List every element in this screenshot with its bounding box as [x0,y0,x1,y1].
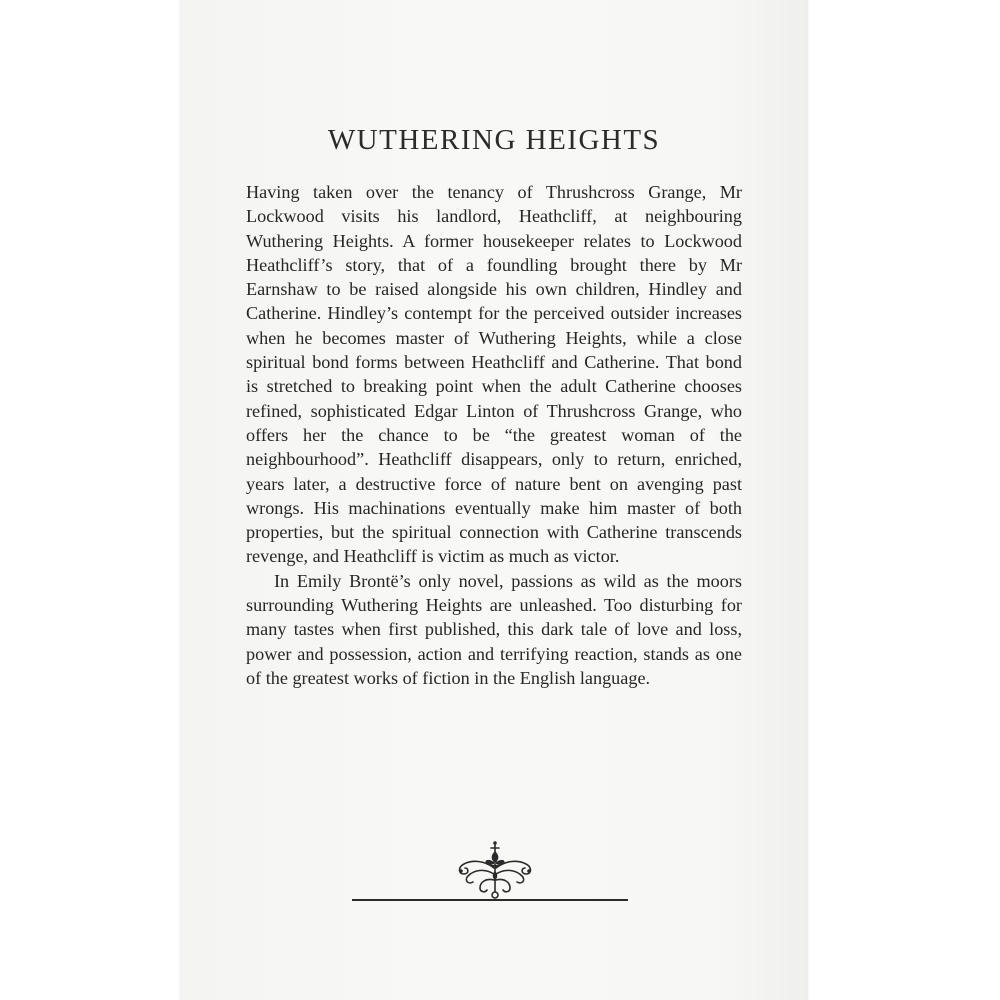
synopsis-paragraph-2: In Emily Brontë’s only novel, passions as wild as the moors surrounding Wuthering Heights are unleashed. Too disturbing for many tastes when first published, this dark tale of love and loss, power and possession, action and terrifying reaction, stands as one of the greatest works of fiction in the English language. [246,570,742,688]
synopsis-paragraph-1: Having taken over the tenancy of Thrushcross Grange, Mr Lockwood visits his landlord, Heathcliff, at neighbouring Wuthering Heights. A former housekeeper relates to Lockwood Heathcliff’s story, that of a foundling brought there by Mr Earnshaw to be raised alongside his own children, Hindley and Catherine. Hindley’s contempt for the perceived outsider increases when he becomes master of Wuthering Heights, while a close spiritual bond forms between Heathcliff and Catherine. That bond is stretched to breaking point when the adult Catherine chooses refined, sophisticated Edgar Linton of Thrushcross Grange, who offers her the chance to be “the greatest woman of the neighbourhood”. Heathcliff disappears, only to return, enriched, years later, a destructive force of nature bent on avenging past wrongs. His machinations eventually make him master of both properties, but the spiritual connection with Catherine transcends revenge, and Heathcliff is victim as much as victor. [246,182,742,567]
fleuron-ornament-icon [450,838,540,900]
horizontal-rule [352,899,628,901]
book-page [180,0,808,1000]
page-title: WUTHERING HEIGHTS [327,124,661,156]
synopsis-text [246,180,742,690]
